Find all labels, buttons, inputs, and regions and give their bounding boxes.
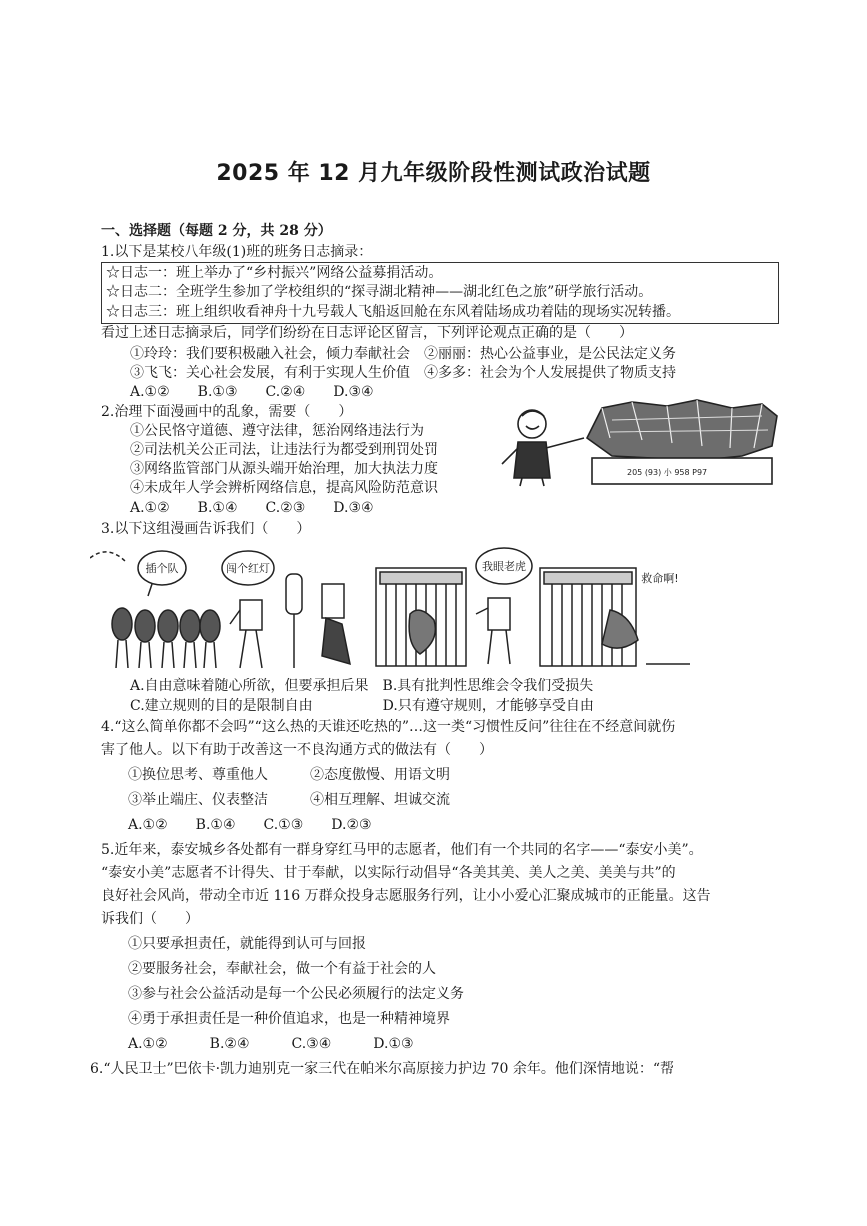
q1-log-3: ☆日志三：班上组织收看神舟十九号载人飞船返回舱在东风着陆场成功着陆的现场实况转播。 (106, 304, 680, 320)
bubble-help: 救命啊! (641, 572, 679, 585)
q3-stem: 3.以下这组漫画告诉我们（ ） (101, 521, 311, 537)
q5-option-1: ①只要承担责任，就能得到认可与回报 (128, 936, 366, 952)
comic-panel-queue (90, 551, 220, 668)
q2-cartoon-image (492, 398, 782, 488)
q4-stem-line-1: 4.“这么简单你都不会吗”“这么热的天谁还吃热的”…这一类“习惯性反问”往往在不经意间就伤 (101, 719, 676, 735)
bubble-run-red-light: 闯个红灯 (226, 562, 270, 575)
q2-answer-choices: A.①② B.①④ C.②③ D.③④ (130, 500, 374, 516)
q5-answer-choices: A.①② B.②④ C.③④ D.①③ (128, 1036, 414, 1052)
q3-comic-strip (90, 544, 770, 670)
q1-log-1: ☆日志一：班上举办了“乡村振兴”网络公益募捐活动。 (106, 265, 443, 281)
q5-option-3: ③参与社会公益活动是每一个公民必须履行的法定义务 (128, 986, 464, 1002)
page-title: 2025 年 12 月九年级阶段性测试政治试题 (216, 161, 651, 186)
q4-options-line-2: ③举止端庄、仪表整洁 ④相互理解、坦诚交流 (128, 792, 450, 808)
q5-stem-line-3: 良好社会风尚，带动全市近 116 万群众投身志愿服务行列，让小小爱心汇聚成城市的正能量。这告 (101, 888, 711, 904)
q4-stem-line-2: 害了他人。以下有助于改善这一不良沟通方式的做法有（ ） (101, 742, 493, 758)
q5-stem-line-1: 5.近年来，泰安城乡各处都有一群身穿红马甲的志愿者，他们有一个共同的名字——“泰安小美”。 (101, 842, 703, 858)
q2-option-4: ④未成年人学会辨析网络信息，提高风险防范意识 (130, 480, 438, 496)
bubble-cut-in-line: 插个队 (145, 562, 179, 575)
q1-question: 看过上述日志摘录后，同学们纷纷在日志评论区留言，下列评论观点正确的是（ ） (101, 325, 633, 341)
q2-option-2: ②司法机关公正司法，让违法行为都受到刑罚处罚 (130, 442, 438, 458)
q3-options-line-1: A.自由意味着随心所欲，但要承担后果 B.具有批判性思维会令我们受损失 (130, 678, 594, 694)
q1-options-line-2: ③飞飞：关心社会发展，有利于实现人生价值 ④多多：社会为个人发展提供了物质支持 (130, 365, 676, 381)
q6-stem-line-1: 6.“人民卫士”巴依卡·凯力迪别克一家三代在帕米尔高原接力护边 70 余年。他们深情地说：“帮 (90, 1061, 674, 1077)
q1-log-2: ☆日志二：全班学生参加了学校组织的“探寻湖北精神——湖北红色之旅”研学旅行活动。 (106, 284, 653, 300)
bubble-tiger: 我眼老虎 (482, 560, 526, 573)
q1-log-box (101, 262, 779, 324)
q2-option-1: ①公民恪守道德、遵守法律，惩治网络违法行为 (130, 423, 424, 439)
q4-answer-choices: A.①② B.①④ C.①③ D.②③ (128, 817, 372, 833)
q4-options-line-1: ①换位思考、尊重他人 ②态度傲慢、用语文明 (128, 767, 450, 783)
q1-options-line-1: ①玲玲：我们要积极融入社会，倾力奉献社会 ②丽丽：热心公益事业，是公民法定义务 (130, 346, 676, 362)
comic-panel-cage-one (376, 548, 532, 666)
q5-option-4: ④勇于承担责任是一种价值追求，也是一种精神境界 (128, 1011, 450, 1027)
q1-stem: 1.以下是某校八年级(1)班的班务日志摘录： (101, 244, 373, 260)
q5-stem-line-2: “泰安小美”志愿者不计得失、甘于奉献，以实际行动倡导“各美其美、美人之美、美美与共”的 (101, 865, 676, 881)
q2-stem: 2.治理下面漫画中的乱象，需要（ ） (101, 404, 353, 420)
q1-answer-choices: A.①② B.①③ C.②④ D.③④ (130, 384, 374, 400)
q5-option-2: ②要服务社会，奉献社会，做一个有益于社会的人 (128, 961, 436, 977)
section-heading: 一、选择题（每题 2 分，共 28 分） (101, 223, 332, 239)
q2-cartoon-caption: 205 (93) 小 958 P97 (627, 468, 708, 477)
q3-options-line-2: C.建立规则的目的是限制自由 D.只有遵守规则，才能够享受自由 (130, 698, 594, 714)
q2-option-3: ③网络监管部门从源头端开始治理，加大执法力度 (130, 461, 438, 477)
comic-panel-red-light (222, 551, 350, 668)
q5-stem-line-4: 诉我们（ ） (101, 911, 199, 927)
comic-panel-cage-two (540, 568, 690, 666)
